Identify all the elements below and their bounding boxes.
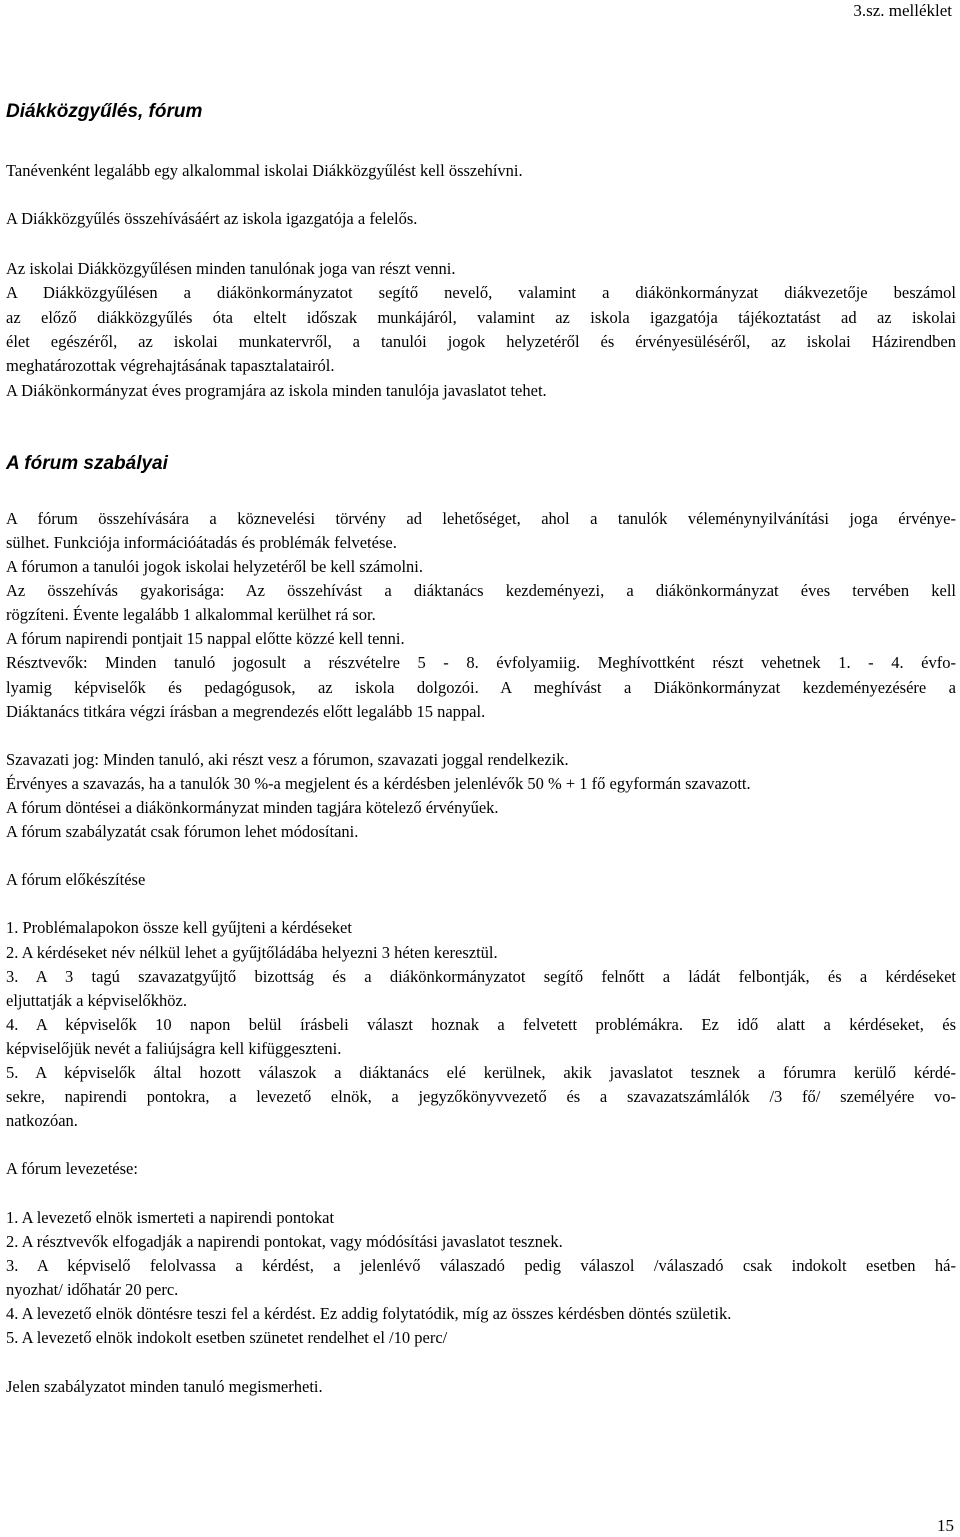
- section-title-assembly: Diákközgyűlés, fórum: [6, 101, 203, 122]
- list-item: képviselőjük nevét a faliújságra kell kifüggeszteni.: [6, 1039, 342, 1058]
- list-item: natkozóan.: [6, 1111, 78, 1130]
- list-item: sekre, napirendi pontokra, a levezető elnök, a jegyzőkönyvvezető és a szavazatszámlálók /3 fő/ személyére vo-: [6, 1087, 956, 1106]
- list-item: nyozhat/ időhatár 20 perc.: [6, 1280, 179, 1299]
- list-item: 4. A képviselők 10 napon belül írásbeli választ hoznak a felvetett problémákra. Ez idő alatt a kérdéseket, és: [6, 1015, 956, 1034]
- list-item: 3. A képviselő felolvassa a kérdést, a jelenlévő válaszadó pedig válaszol /válaszadó csak indokolt esetben há-: [6, 1256, 956, 1275]
- paragraph-line: A fórumon a tanulói jogok iskolai helyzetéről be kell számolni.: [6, 557, 423, 576]
- paragraph-line: Érvényes a szavazás, ha a tanulók 30 %-a megjelent és a kérdésben jelenlévők 50 % + 1 fő egyformán szavazott.: [6, 774, 751, 793]
- paragraph-line: az előző diákközgyűlés óta eltelt időszak munkájáról, valamint az iskola igazgatója tájékoztatást ad az iskolai: [6, 308, 956, 327]
- paragraph-line: Résztvevők: Minden tanuló jogosult a részvételre 5 - 8. évfolyamiig. Meghívottként részt vehetnek 1. - 4. évfo-: [6, 653, 956, 672]
- list-item: 2. A kérdéseket név nélkül lehet a gyűjtőládába helyezni 3 héten keresztül.: [6, 943, 498, 962]
- list-item: 4. A levezető elnök döntésre teszi fel a kérdést. Ez addig folytatódik, míg az összes kérdésben döntés születik.: [6, 1304, 732, 1323]
- paragraph-line: Az összehívás gyakorisága: Az összehívást a diáktanács kezdeményezi, a diákönkormányzat éves tervében kell: [6, 581, 956, 600]
- paragraph-line: A fórum szabályzatát csak fórumon lehet módosítani.: [6, 822, 359, 841]
- paragraph-line: meghatározottak végrehajtásának tapasztalatairól.: [6, 356, 335, 375]
- section-title-forum-rules: A fórum szabályai: [6, 453, 168, 474]
- paragraph-line: élet egészéről, az iskolai munkatervről, a tanulói jogok helyzetéről és érvényesüléséről, az iskolai Házirendben: [6, 332, 956, 351]
- list-item: 5. A képviselők által hozott válaszok a diáktanács elé kerülnek, akik javaslatot tesznek a fórumra kerülő kérdé-: [6, 1063, 956, 1082]
- annex-label: 3.sz. melléklet: [853, 1, 952, 20]
- paragraph-line: A Diákközgyűlés összehívásáért az iskola igazgatója a felelős.: [6, 209, 418, 228]
- list-item: 3. A 3 tagú szavazatgyűjtő bizottság és a diákönkormányzatot segítő felnőtt a ládát felbontják, és a kérdéseket: [6, 967, 956, 986]
- page-number: 15: [937, 1516, 954, 1535]
- paragraph-line: A fórum napirendi pontjait 15 nappal előtte közzé kell tenni.: [6, 629, 405, 648]
- paragraph-line: Az iskolai Diákközgyűlésen minden tanulónak joga van részt venni.: [6, 259, 456, 278]
- paragraph-line: A fórum döntései a diákönkormányzat minden tagjára kötelező érvényűek.: [6, 798, 499, 817]
- subheading-preparation: A fórum előkészítése: [6, 870, 146, 889]
- list-item: eljuttatják a képviselőkhöz.: [6, 991, 187, 1010]
- paragraph-line: A Diákközgyűlésen a diákönkormányzatot segítő nevelő, valamint a diákönkormányzat diákvezetője beszámol: [6, 283, 956, 302]
- paragraph-line: rögzíteni. Évente legalább 1 alkalommal kerülhet rá sor.: [6, 605, 376, 624]
- closing-statement: Jelen szabályzatot minden tanuló megismerheti.: [6, 1377, 323, 1396]
- list-item: 2. A résztvevők elfogadják a napirendi pontokat, vagy módósítási javaslatot tesznek.: [6, 1232, 563, 1251]
- paragraph-line: sülhet. Funkciója információátadás és problémák felvetése.: [6, 533, 397, 552]
- list-item: 1. Problémalapokon össze kell gyűjteni a kérdéseket: [6, 918, 352, 937]
- list-item: 1. A levezető elnök ismerteti a napirendi pontokat: [6, 1208, 335, 1227]
- paragraph-line: Tanévenként legalább egy alkalommal iskolai Diákközgyűlést kell összehívni.: [6, 161, 523, 180]
- paragraph-line: Szavazati jog: Minden tanuló, aki részt vesz a fórumon, szavazati joggal rendelkezik.: [6, 750, 569, 769]
- paragraph-line: Diáktanács titkára végzi írásban a megrendezés előtt legalább 15 nappal.: [6, 702, 486, 721]
- paragraph-line: lyamig képviselők és pedagógusok, az iskola dolgozói. A meghívást a Diákönkormányzat kezdeményezésére a: [6, 678, 956, 697]
- subheading-conduct: A fórum levezetése:: [6, 1159, 138, 1178]
- paragraph-line: A Diákönkormányzat éves programjára az iskola minden tanulója javaslatot tehet.: [6, 381, 547, 400]
- list-item: 5. A levezető elnök indokolt esetben szünetet rendelhet el /10 perc/: [6, 1328, 448, 1347]
- paragraph-line: A fórum összehívására a köznevelési törvény ad lehetőséget, ahol a tanulók véleménynyilvánítási joga érvénye-: [6, 509, 956, 528]
